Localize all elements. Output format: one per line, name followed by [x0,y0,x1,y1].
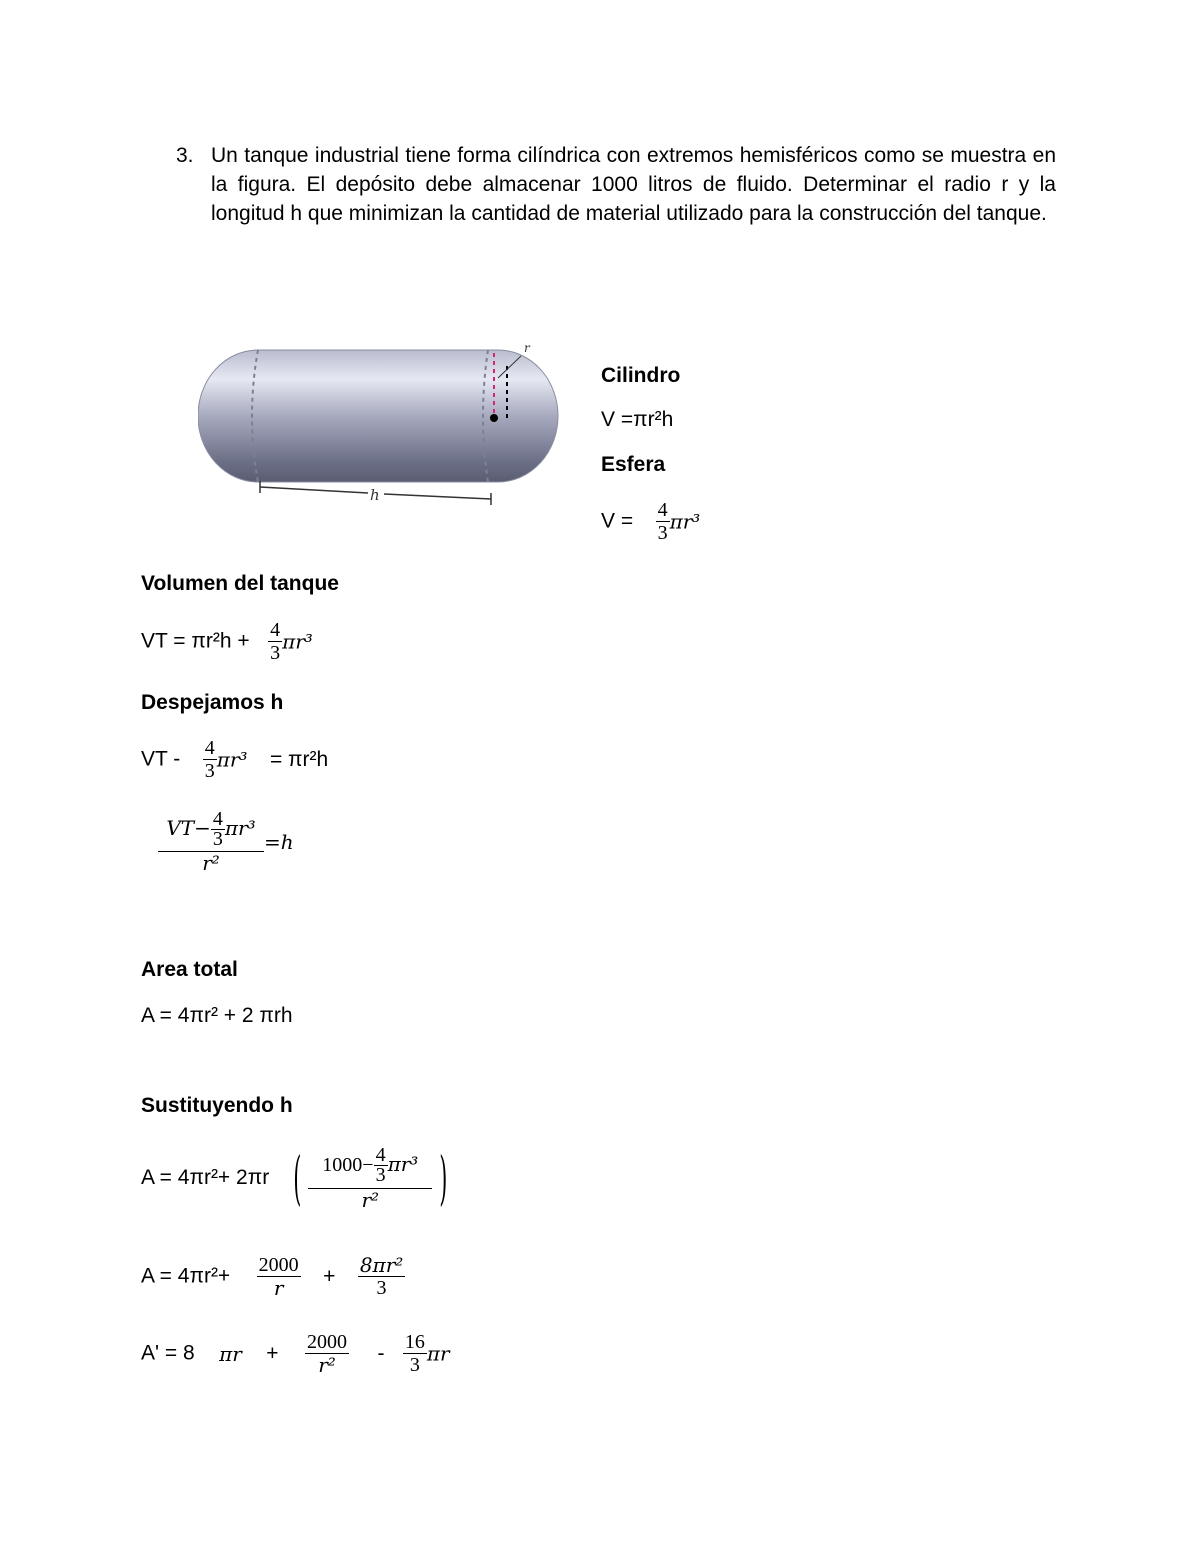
big-num-d: πr³ [224,816,256,840]
s2-f1-den: r [273,1276,284,1300]
despejamos-rest: πr³ [216,747,248,772]
despejamos-den: 3 [204,760,215,782]
big-num-inner-frac [211,810,225,849]
s1-paren-left: ( [293,1144,301,1212]
despejamos-rhs: = πr²h [269,747,329,771]
s1-lhs: A = 4πr²+ 2πr [141,1166,270,1189]
s1-num-c: 3 [375,1163,386,1186]
s3-f2-num: 16 [404,1331,425,1353]
s2-f2-num: 8πr² [359,1253,404,1277]
sustituyendo-line3 [141,1331,450,1376]
label-r: r [524,341,530,355]
cilindro-title: Cilindro [601,364,681,387]
tank-figure [198,338,568,508]
big-num-a: VT− [166,816,211,840]
s2-plus: + [323,1264,336,1288]
volumen-fraction [268,619,282,664]
label-h: h [370,486,380,504]
despejamos-lhs: VT - [141,747,181,771]
s3-minus: - [377,1341,385,1365]
despejamos-title: Despejamos h [141,691,284,714]
volumen-lhs: VT = πr²h + [141,629,250,653]
s2-frac2 [358,1254,405,1299]
despejamos-line1 [141,737,328,782]
s1-paren-right: ) [439,1144,448,1212]
s2-f1-num: 2000 [258,1254,299,1276]
s3-frac2 [403,1331,427,1376]
s3-f2-den: 3 [409,1354,420,1376]
volumen-den: 3 [270,642,281,664]
s1-numerator [308,1143,432,1189]
big-frac-rhs: =h [264,830,294,854]
big-frac-denominator: r² [202,851,220,875]
esfera-den: 3 [657,522,668,544]
s2-frac1 [257,1254,301,1299]
cilindro-formula: V =πr²h [601,408,674,431]
despejamos-line2 [158,810,294,874]
s3-pir: πr [219,1341,242,1366]
esfera-formula [601,499,700,544]
esfera-num: 4 [657,499,668,521]
s3-f1-num: 2000 [306,1331,347,1353]
s2-f2-den: 3 [376,1277,387,1299]
despejamos-big-fraction [158,810,264,874]
esfera-fraction [656,499,670,544]
s1-fraction [308,1143,432,1212]
sustituyendo-line2 [141,1254,405,1299]
s3-plus: + [266,1341,279,1365]
s3-tail: πr [426,1341,450,1366]
volumen-title: Volumen del tanque [141,572,339,595]
big-frac-numerator [158,810,264,852]
problem-number: 3. [176,144,194,167]
volumen-formula [141,619,313,664]
s1-denominator: r² [361,1187,380,1212]
area-formula: A = 4πr² + 2 πrh [141,1004,293,1027]
volumen-num: 4 [270,619,281,641]
big-num-b: 4 [212,808,223,830]
despejamos-fraction [203,737,217,782]
s1-num-b: 4 [375,1143,386,1166]
s3-lhs: A' = 8 [141,1341,195,1365]
big-num-c: 3 [212,828,223,850]
volumen-rest: πr³ [282,629,313,654]
dim-line-left [260,487,368,493]
problem-text: Un tanque industrial tiene forma cilíndrica con extremos hemisféricos como se muestra en la figura. El depósito debe almacenar 1000 litros de fluido. Determinar el radio r y la longitud h que minimizan la cantidad de material utilizado para la construcción del tanque. [211,144,1056,225]
s3-f1-den: r² [318,1353,336,1377]
esfera-rest: πr³ [669,509,701,534]
s1-num-d: πr³ [387,1151,419,1176]
sustituyendo-line1 [141,1138,455,1218]
area-title: Area total [141,958,238,981]
sustituyendo-title: Sustituyendo h [141,1094,293,1117]
s3-frac1 [305,1331,349,1376]
s2-lhs: A = 4πr²+ [141,1264,231,1288]
s1-inner-frac [374,1143,388,1186]
despejamos-num: 4 [204,737,215,759]
dim-line-right [384,494,491,499]
s1-num-a: 1000− [322,1153,374,1176]
esfera-lhs: V = [601,509,634,533]
center-dot [490,414,498,422]
esfera-title: Esfera [601,453,666,476]
